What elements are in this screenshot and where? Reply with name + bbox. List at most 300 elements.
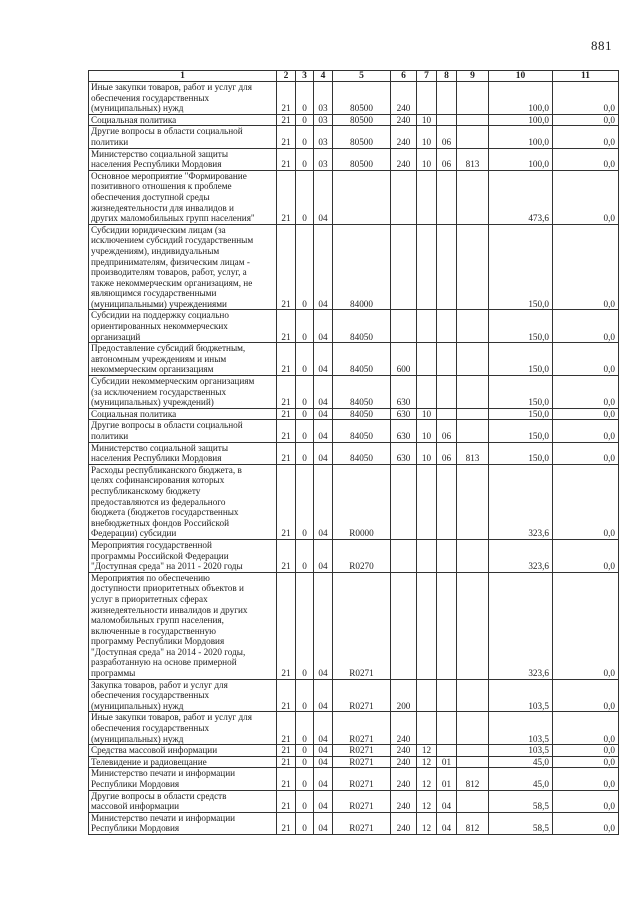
table-row [89,812,619,834]
cell-amount-2017: 323,6 [489,539,553,572]
cell-event: 03 [314,82,333,115]
cell-description [89,376,277,409]
cell-subdivision [437,539,457,572]
cell-amount-2017: 100,0 [489,126,553,148]
cell-amount-2018: 0,0 [553,310,619,343]
description-line: внебюджетных фондов Российской [91,517,230,528]
cell-subdivision: 06 [437,126,457,148]
cell-division [417,82,437,115]
table-row [89,539,619,572]
cell-amount-2017: 45,0 [489,768,553,790]
cell-amount-2018: 0,0 [553,442,619,464]
cell-event: 04 [314,790,333,812]
description-line: Мероприятия по обеспечению [91,572,210,583]
cell-amount-2017: 150,0 [489,442,553,464]
column-header: 11 [553,71,619,82]
cell-subdivision [437,82,457,115]
cell-description [89,126,277,148]
cell-description [89,310,277,343]
cell-section: 21 [277,114,296,126]
cell-section: 21 [277,712,296,745]
cell-division [417,679,437,712]
cell-division: 12 [417,756,437,768]
description-line: Министерство печати и информации [91,812,236,823]
description-line: обеспечения государственных [91,92,210,103]
description-line: автономным учреждениям и иным [91,353,227,364]
description-line: обеспечения государственных [91,690,210,701]
cell-subprogram: 0 [296,679,314,712]
description-line: политики [91,431,129,441]
table-row [89,170,619,224]
cell-target-code: R0271 [333,756,391,768]
description-line: Министерство социальной защиты [91,148,228,159]
cell-subdivision [437,679,457,712]
description-line: Другие вопросы в области средств [91,790,227,801]
cell-subdivision [437,114,457,126]
cell-amount-2018: 0,0 [553,82,619,115]
cell-division [417,712,437,745]
cell-expense-type [391,539,417,572]
cell-subprogram: 0 [296,464,314,539]
table-row [89,408,619,420]
cell-target-code: 80500 [333,82,391,115]
cell-target-code: R0000 [333,464,391,539]
cell-amount-2017: 58,5 [489,790,553,812]
cell-section: 21 [277,812,296,834]
cell-section: 21 [277,408,296,420]
cell-expense-type: 240 [391,126,417,148]
description-line: "Доступная среда" на 2014 - 2020 годы, [91,646,246,657]
cell-division: 12 [417,812,437,834]
cell-amount-2018: 0,0 [553,224,619,310]
cell-event: 04 [314,310,333,343]
cell-target-code: 84050 [333,442,391,464]
description-line: (муниципальных) нужд [91,733,184,744]
table-row [89,768,619,790]
cell-division: 12 [417,745,437,757]
description-line: Социальная политика [91,114,177,125]
cell-amount-2018: 0,0 [553,343,619,376]
cell-target-code: R0270 [333,539,391,572]
table-body [89,82,619,835]
description-line: учреждениям), индивидуальным [91,245,220,256]
description-line: (муниципальных) учреждений) [91,397,214,408]
cell-subprogram: 0 [296,114,314,126]
column-header: 7 [417,71,437,82]
description-line: предпринимателям, физическим лицам - [91,256,250,267]
cell-division: 10 [417,408,437,420]
cell-subprogram: 0 [296,812,314,834]
cell-ministry-code [457,343,489,376]
cell-target-code: 84050 [333,408,391,420]
description-line: позитивного отношения к проблеме [91,181,232,192]
cell-amount-2017: 150,0 [489,343,553,376]
cell-amount-2018: 0,0 [553,126,619,148]
description-line: массовой информации [91,801,180,812]
cell-subprogram: 0 [296,756,314,768]
cell-amount-2017: 323,6 [489,572,553,679]
description-line: некоммерческим организациям [91,364,214,375]
description-line: Средства массовой информации [91,745,218,756]
cell-division: 10 [417,114,437,126]
cell-subdivision: 06 [437,442,457,464]
cell-expense-type: 200 [391,679,417,712]
cell-subprogram: 0 [296,170,314,224]
cell-subprogram: 0 [296,126,314,148]
cell-subdivision: 06 [437,148,457,170]
cell-subprogram: 0 [296,310,314,343]
cell-subdivision: 06 [437,420,457,442]
cell-amount-2018: 0,0 [553,768,619,790]
description-line: Министерство печати и информации [91,768,236,779]
cell-ministry-code: 812 [457,812,489,834]
cell-amount-2017: 100,0 [489,114,553,126]
cell-description [89,464,277,539]
cell-amount-2018: 0,0 [553,148,619,170]
cell-event: 04 [314,376,333,409]
description-line: обеспечения государственных [91,723,210,734]
cell-amount-2018: 0,0 [553,790,619,812]
cell-amount-2017: 58,5 [489,812,553,834]
cell-description [89,679,277,712]
cell-amount-2018: 0,0 [553,114,619,126]
cell-event: 04 [314,756,333,768]
cell-amount-2018: 0,0 [553,679,619,712]
cell-event: 04 [314,420,333,442]
description-line: (за исключением государственных [91,386,227,397]
table-row [89,712,619,745]
description-line: являющимся государственными [91,288,217,299]
cell-subprogram: 0 [296,572,314,679]
column-header: 5 [333,71,391,82]
cell-ministry-code [457,464,489,539]
cell-amount-2017: 103,5 [489,745,553,757]
cell-event: 04 [314,712,333,745]
cell-event: 04 [314,745,333,757]
cell-division: 10 [417,442,437,464]
cell-subdivision [437,464,457,539]
cell-subdivision [437,712,457,745]
description-line: Предоставление субсидий бюджетным, [91,343,246,354]
cell-subdivision: 01 [437,768,457,790]
column-header: 8 [437,71,457,82]
description-line: целях софинансирования которых [91,475,225,486]
cell-ministry-code [457,170,489,224]
cell-section: 21 [277,310,296,343]
description-line: ориентированных некоммерческих [91,321,228,332]
table-row [89,420,619,442]
cell-target-code [333,170,391,224]
cell-expense-type: 240 [391,812,417,834]
cell-subdivision [437,343,457,376]
table-header-row [89,71,619,82]
cell-event: 04 [314,224,333,310]
description-line: обеспечения доступной среды [91,191,210,202]
cell-ministry-code [457,114,489,126]
column-header: 9 [457,71,489,82]
cell-section: 21 [277,442,296,464]
cell-description [89,712,277,745]
cell-event: 04 [314,343,333,376]
description-line: программы Российской Федерации [91,550,229,561]
cell-description [89,572,277,679]
cell-subdivision [437,408,457,420]
cell-expense-type: 240 [391,82,417,115]
cell-event: 04 [314,812,333,834]
cell-expense-type [391,170,417,224]
description-line: также некоммерческим организациям, не [91,277,253,288]
description-line: других маломобильных групп населения" [91,213,255,224]
cell-subprogram: 0 [296,768,314,790]
column-header: 1 [89,71,277,82]
cell-amount-2017: 150,0 [489,420,553,442]
cell-amount-2018: 0,0 [553,756,619,768]
cell-expense-type: 240 [391,768,417,790]
cell-section: 21 [277,679,296,712]
cell-target-code: 84000 [333,224,391,310]
cell-description [89,114,277,126]
cell-section: 21 [277,82,296,115]
cell-amount-2017: 150,0 [489,310,553,343]
cell-expense-type: 630 [391,420,417,442]
table-row [89,745,619,757]
cell-subprogram: 0 [296,712,314,745]
description-line: жизнедеятельности инвалидов и других [91,604,248,615]
cell-target-code: 84050 [333,376,391,409]
cell-division: 12 [417,768,437,790]
cell-target-code: R0271 [333,790,391,812]
cell-amount-2017: 150,0 [489,224,553,310]
column-header: 10 [489,71,553,82]
cell-subprogram: 0 [296,82,314,115]
cell-subdivision [437,376,457,409]
table-row [89,376,619,409]
cell-amount-2018: 0,0 [553,464,619,539]
cell-amount-2017: 150,0 [489,408,553,420]
cell-division: 12 [417,790,437,812]
cell-subdivision: 04 [437,790,457,812]
cell-subprogram: 0 [296,408,314,420]
cell-target-code: 80500 [333,148,391,170]
cell-event: 04 [314,572,333,679]
cell-amount-2017: 473,6 [489,170,553,224]
cell-description [89,812,277,834]
description-line: программу Республики Мордовия [91,636,225,647]
cell-event: 03 [314,114,333,126]
cell-subdivision [437,745,457,757]
cell-division [417,343,437,376]
cell-ministry-code [457,408,489,420]
description-line: Социальная политика [91,408,177,419]
table-row [89,126,619,148]
cell-event: 03 [314,148,333,170]
cell-ministry-code [457,679,489,712]
cell-section: 21 [277,572,296,679]
cell-division: 10 [417,126,437,148]
cell-division [417,224,437,310]
cell-description [89,420,277,442]
description-line: Субсидии некоммерческим организациям [91,376,255,387]
cell-ministry-code [457,376,489,409]
description-line: включенные в государственную [91,625,217,636]
cell-subprogram: 0 [296,442,314,464]
cell-description [89,408,277,420]
cell-section: 21 [277,790,296,812]
cell-target-code: R0271 [333,745,391,757]
cell-ministry-code: 812 [457,768,489,790]
cell-subprogram: 0 [296,343,314,376]
cell-expense-type: 240 [391,114,417,126]
cell-target-code: R0271 [333,812,391,834]
cell-description [89,224,277,310]
cell-target-code: 84050 [333,343,391,376]
column-header: 2 [277,71,296,82]
description-line: Министерство социальной защиты [91,442,228,453]
column-header: 3 [296,71,314,82]
description-line: услуг в приоритетных сферах [91,593,208,604]
table-row [89,572,619,679]
description-line: доступности приоритетных объектов и [91,583,244,594]
table-row [89,679,619,712]
cell-amount-2018: 0,0 [553,745,619,757]
cell-expense-type: 240 [391,712,417,745]
table-row [89,114,619,126]
cell-section: 21 [277,343,296,376]
cell-description [89,82,277,115]
cell-expense-type: 240 [391,148,417,170]
cell-section: 21 [277,539,296,572]
description-line: республиканскому бюджету [91,485,201,496]
table-row [89,310,619,343]
cell-expense-type: 630 [391,376,417,409]
table-row [89,82,619,115]
description-line: (муниципальными) учреждениями [91,298,227,309]
cell-amount-2017: 103,5 [489,712,553,745]
cell-section: 21 [277,756,296,768]
cell-amount-2017: 45,0 [489,756,553,768]
table-row [89,756,619,768]
cell-ministry-code [457,224,489,310]
cell-section: 21 [277,376,296,409]
description-line: жизнедеятельности для инвалидов и [91,202,234,213]
cell-section: 21 [277,768,296,790]
cell-amount-2018: 0,0 [553,539,619,572]
cell-subdivision: 01 [437,756,457,768]
cell-subprogram: 0 [296,790,314,812]
cell-amount-2017: 100,0 [489,82,553,115]
cell-target-code: R0271 [333,679,391,712]
cell-subdivision: 04 [437,812,457,834]
cell-description [89,756,277,768]
cell-subdivision [437,310,457,343]
cell-subdivision [437,224,457,310]
cell-target-code: 84050 [333,310,391,343]
cell-ministry-code [457,420,489,442]
cell-amount-2018: 0,0 [553,712,619,745]
cell-ministry-code: 813 [457,442,489,464]
cell-division [417,539,437,572]
cell-amount-2017: 100,0 [489,148,553,170]
cell-target-code: 84050 [333,420,391,442]
table-row [89,442,619,464]
cell-section: 21 [277,170,296,224]
column-header: 4 [314,71,333,82]
cell-ministry-code [457,712,489,745]
cell-expense-type [391,464,417,539]
cell-subprogram: 0 [296,148,314,170]
description-line: Основное мероприятие "Формирование [91,170,247,181]
cell-event: 04 [314,539,333,572]
page-number: 881 [591,38,612,53]
cell-description [89,768,277,790]
description-line: Иные закупки товаров, работ и услуг для [91,712,252,723]
cell-subprogram: 0 [296,376,314,409]
cell-ministry-code [457,790,489,812]
cell-amount-2017: 103,5 [489,679,553,712]
cell-subprogram: 0 [296,420,314,442]
cell-ministry-code: 813 [457,148,489,170]
description-line: Субсидии юридическим лицам (за [91,224,226,235]
cell-division [417,310,437,343]
description-line: Мероприятия государственной [91,539,212,550]
cell-amount-2018: 0,0 [553,812,619,834]
description-line: маломобильных групп населения, [91,615,224,626]
description-line: Другие вопросы в области социальной [91,420,243,431]
description-line: предоставляются из федерального [91,496,226,507]
cell-ministry-code [457,539,489,572]
cell-amount-2018: 0,0 [553,376,619,409]
cell-description [89,790,277,812]
cell-amount-2017: 323,6 [489,464,553,539]
table-row [89,224,619,310]
cell-division [417,464,437,539]
cell-subdivision [437,572,457,679]
cell-event: 04 [314,170,333,224]
cell-subdivision [437,170,457,224]
cell-section: 21 [277,148,296,170]
description-line: Расходы республиканского бюджета, в [91,464,242,475]
cell-division [417,376,437,409]
cell-ministry-code [457,756,489,768]
cell-subprogram: 0 [296,539,314,572]
cell-ministry-code [457,572,489,679]
cell-ministry-code [457,745,489,757]
cell-ministry-code [457,126,489,148]
description-line: Иные закупки товаров, работ и услуг для [91,82,252,92]
cell-target-code: 80500 [333,126,391,148]
cell-subprogram: 0 [296,745,314,757]
description-line: (муниципальных) нужд [91,103,184,114]
description-line: Федерации) субсидии [91,528,177,539]
cell-division: 10 [417,420,437,442]
description-line: бюджета (бюджетов государственных [91,507,239,518]
cell-amount-2018: 0,0 [553,572,619,679]
cell-description [89,343,277,376]
cell-expense-type: 630 [391,442,417,464]
cell-expense-type: 630 [391,408,417,420]
cell-ministry-code [457,310,489,343]
description-line: населения Республики Мордовия [91,453,222,464]
cell-section: 21 [277,420,296,442]
cell-event: 04 [314,768,333,790]
description-line: Субсидии на поддержку социально [91,310,229,321]
description-line: "Доступная среда" на 2011 - 2020 годы [91,561,243,572]
cell-expense-type: 240 [391,756,417,768]
cell-description [89,442,277,464]
cell-event: 04 [314,464,333,539]
description-line: программы [91,668,136,679]
cell-expense-type [391,572,417,679]
